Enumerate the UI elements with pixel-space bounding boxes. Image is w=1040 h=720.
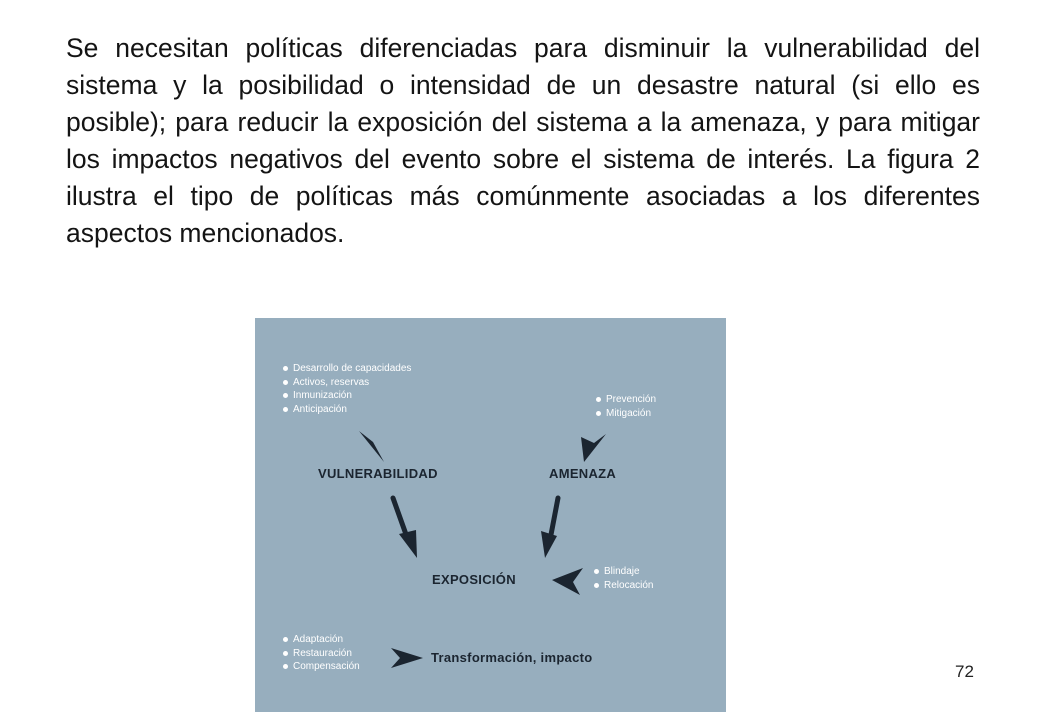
bullet-dot: [283, 393, 288, 398]
arrow-threat-policies: [581, 434, 606, 462]
bullet-dot: [283, 366, 288, 371]
list-item: Anticipación: [283, 403, 411, 417]
node-threat: AMENAZA: [549, 466, 617, 481]
bullet-dot: [596, 411, 601, 416]
bullet-dot: [283, 637, 288, 642]
node-vulnerability: VULNERABILIDAD: [318, 466, 438, 481]
arrow-exposure-policies: [552, 568, 583, 595]
page-number: 72: [955, 662, 974, 681]
arrow-vulnerability-policies: [359, 431, 384, 462]
vulnerability-policy-list: [283, 362, 411, 416]
list-item: Restauración: [283, 647, 360, 661]
bullet-dot: [594, 569, 599, 574]
list-item: Compensación: [283, 660, 360, 674]
threat-policy-list: [596, 393, 656, 420]
arrow-threat-to-exposure-shaft: [550, 498, 558, 540]
bullet-dot: [283, 651, 288, 656]
body-paragraph: Se necesitan políticas diferenciadas para disminuir la vulnerabilidad del sistema y la posibilidad o intensidad de un desastre natural (si ello es posible); para reducir la exposición del sistema a la amenaza, y para mitigar los impactos negativos del evento sobre el sistema de interés. La figura 2 ilustra el tipo de políticas más comúnmente asociadas a los diferentes aspectos mencionados.: [66, 33, 980, 248]
bullet-dot: [594, 583, 599, 588]
node-impact: Transformación, impacto: [431, 650, 593, 665]
bullet-dot: [283, 380, 288, 385]
arrow-vulnerability-to-exposure-head: [399, 530, 417, 558]
list-item: Relocación: [594, 579, 653, 593]
list-item: Mitigación: [596, 407, 656, 421]
list-item: Blindaje: [594, 565, 653, 579]
list-item: Inmunización: [283, 389, 411, 403]
arrow-threat-to-exposure-head: [541, 531, 557, 558]
policy-diagram: [255, 318, 726, 712]
list-item: Adaptación: [283, 633, 360, 647]
impact-policy-list: [283, 633, 360, 674]
list-item: Prevención: [596, 393, 656, 407]
node-exposure: EXPOSICIÓN: [432, 572, 516, 587]
arrow-impact-policies: [391, 648, 423, 668]
bullet-dot: [283, 407, 288, 412]
bullet-dot: [283, 664, 288, 669]
list-item: Activos, reservas: [283, 376, 411, 390]
list-item: Desarrollo de capacidades: [283, 362, 411, 376]
bullet-dot: [596, 397, 601, 402]
exposure-policy-list: [594, 565, 653, 592]
